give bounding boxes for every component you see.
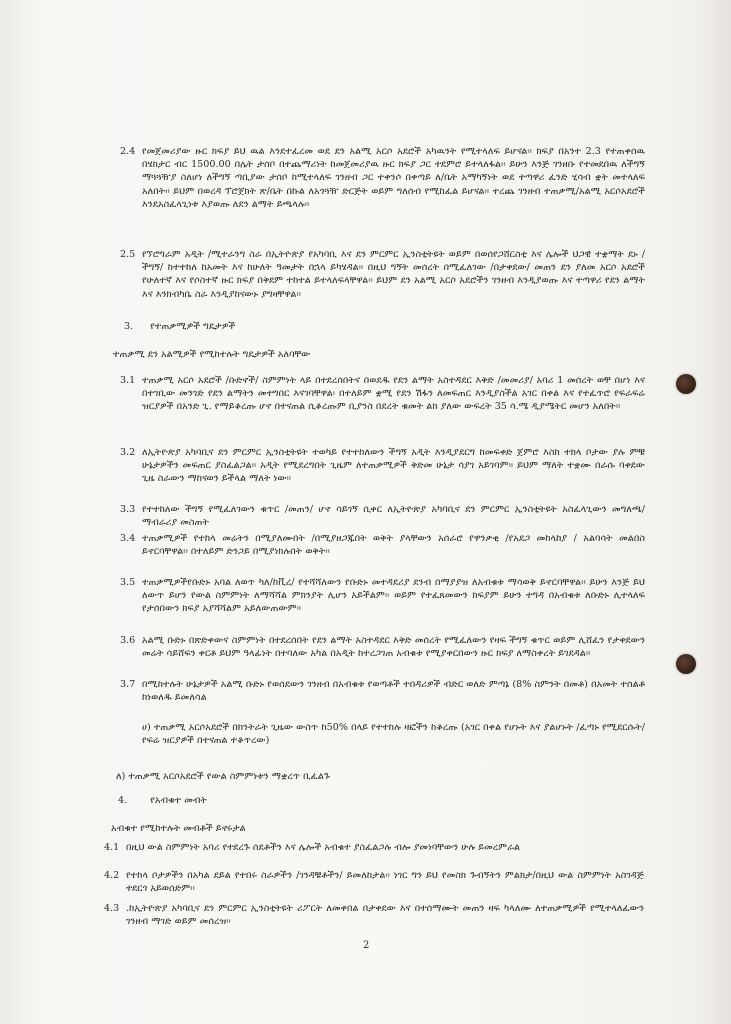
section-3-intro: ተጠቃሚ ደን አልሚዎች የሚከተሉት ግዴታዎች አለባቸው bbox=[113, 349, 311, 360]
clause-number: 2.5 bbox=[120, 249, 136, 260]
clause-text: አልሚ ቡድኑ በጽድቀውና ስምምነት በተደረሰበት የደን ልማት አስተዳደር እቅድ መሰረት የሚፈለውን የዛፍ ችግኝ ቁጥር ወይም ሊሸፈን የታቀደውን መሬት ሳይሸፍን ቀርቶ ይህም ዓላፊነት በተባለው አካል በአዲት ከተረጋገጠ አብቁቱ የሚያቀርበውን ዙር ክፍያ ለማስቀረት ይገደዳል፡፡ bbox=[142, 635, 645, 660]
clause-text: በዚህ ውል ስምምነት አባሪ የተደረጉ ሰደቶችን እና ሌሎች አብቁተ ያስፈልጋሉ ብሎ ያመነባቸውን ሁሉ ይመረምራል bbox=[126, 842, 521, 853]
clause-text: የኘሮግራም አዲት /ሚተራንግ ስራ በኢትዮጵያ የአካባቢ እና ደን ምርምር ኢንስቲትዩት ወይም በወሰየጋሸርስቲ እና ሌሎች ህጋዊ ተቋማት ደኑ /ችግኝ/ ከተተከለ ከአመት እና ከሁለት ዓመታት በኋላ ይካሄዳል፡፡ በዚህ ግኝት መሰረት በሚፈለገው /በታቀደው/ መጠን ደን ያለመ አርሶ አደሮች የሁለተኛ እና የሶስተኛ ዙር ክፍያ በቅደም ተከተል ይተላለፍላቸዋል፡፡ ይህም ደን አልሚ አርሶ አደሮችን ገንዘብ እንዲያወጡ እና ተጣዋሪ የደን ልማት እና እንክብካቤ ስራ እንዲያከናውኑ ያግዛቸዋል፡፡ bbox=[142, 249, 645, 300]
clause-number: 3.7 bbox=[120, 679, 136, 690]
sub-clause-text: ሀ) ተጠቃሚ አርሶአደሮች በክንትራት ጊዜው ውስጥ ከ50% በላይ የተተከሉ ዛፎችን ከቆረጡ (አገር በቀል የሆኑት እና ያልሆኑት /ፈጣኑ የሚደርሱት/ የፍሬ ዝርያዎች በተናጠል ተቆጥረው) bbox=[142, 722, 645, 747]
clause-number: 3.2 bbox=[120, 447, 136, 458]
clause-number: 3.1 bbox=[120, 375, 136, 386]
clause-number: 3.3 bbox=[120, 504, 136, 515]
section-title: የተጠቃሚዎች ግዴታዎች bbox=[150, 321, 236, 332]
clause-text: ተጠቃሚዎች የተከላ መሬትን በሚያለሙበት /በሚያዘጋጁበት ወቅት ያላቸውን አሰራሮ የዋንቃቂ /የአደጋ መከላከያ / አልባሳት መልበስ ይኖርባቸዋል፡፡ በተለይም ድንጋይ በሚያነክሉበት ወቅት፡፡ bbox=[142, 533, 645, 558]
section-number: 3. bbox=[124, 321, 134, 332]
clause-number: 3.6 bbox=[120, 635, 136, 646]
clause-text: የተከላ ቦታዎችን በአካል ደይል የተበሩ ስራዎችን /ገንዳቹቶችን/ ይመለከታል፡፡ ነገር ግን ይህ የመስክ ጉብኝትን ምልክታ/በዚህ ውል ስምምነት አስገዳጅ ተደርጎ አይወሰድም፡፡ bbox=[126, 870, 644, 895]
clause-number: 4.2 bbox=[104, 870, 120, 881]
section-3-heading bbox=[124, 320, 235, 333]
section-4-heading bbox=[118, 794, 207, 807]
clause-text: የመጀመሪያው ዙር ክፍያ ይህ ዉል እንደተፈረመ ወደ ደን አልሚ አርሶ አደሮች አካዉንት የሚተላለፍ ይሆናል፡፡ ክፍያ በአንተ 2.3 የተጠቀሰዉ በሄክታር ብር 1500.00 በሌት ታሰቦ በተጨማሪነት ከመጀመሪያዉ ዙር ክፍያ ጋር ተደምሮ ይተላለፋል፡፡ ይሁን እንጅ ገንዘቡ የተመደበዉ ለችግኝ ማጓጓዥያ ስለሆነ ለችግኝ ጣቢያው ታሰቦ ከሚተላለፍ ገንዘብ ጋር ተቀንሶ በቀጣይ ለ/ቤት አማካኝነት ወደ ተጣዋሪ ፈንድ ሂሳብ ቋት መተላለፍ አለበት፡፡ ይህም በወረዳ ፕሮጀክት ጽ/ቤት በኩል ለአጎጓዥ ድርጅት ወይም ግለሰብ የሚከፈል ይሆናል፡፡ ተረጨ ገንዘብ ተጠቃሚ/አልሚ አርሶአደሮች እንደአስፈላጊነቱ እያወጡ ለደን ልማት ይጫላሉ፡፡ bbox=[142, 146, 645, 210]
clause-number: 3.5 bbox=[120, 577, 136, 588]
clause-text: .ከኢትዮጵያ አካባቢና ደን ምርምር ኢንስቲትዩት ሪፖርት ለመቀበል በታቀደው እና በተሰማሙት መጠን ዛፍ ካላለሙ ለተጠቃሚዎች የሚተላለፈውን ገንዘብ ማገድ ወይም መሰረዝ፡፡ bbox=[126, 903, 644, 928]
clause-text: ተጠቃሚዎችየቡድኑ አባል ለወጥ ካለ/ከቪረ/ የተሻሻለውን የቡድኑ መተዳደሪያ ደንብ በማያያዝ ለአብቁቱ ማሳወቅ ይኖርባቸዋል፡፡ ይሁን እንጅ ይህ ለውጥ ይሆን የውል ስምምነት ለማሻሻል ምክንያት ሊሆን አይችልም፡፡ ወይም የተፈጸመውን ክፍያም ይሁን ተግዳ በአብቁቱ ለቡድኑ ሊተላለፍ የታሰበውን ክፍያ አያሻሻልም አይለውጠውም፡፡ bbox=[142, 577, 645, 615]
clause-number: 4.3 bbox=[104, 903, 120, 914]
clause-text: ተጠቃሚ አርሶ አደሮች /ቡድኖች/ ስምምነት ላይ በተደረሰበትና በወደዱ የደን ልማት አስተዳደር እቅድ /መመሪያ/ አባሪ 1 መሰረት ወቸ በሆነ እና በተገቢው መንገድ የደን ልማትን መተግበር እናገባቸዋል፡ በተለይም ቋሚ የደን ሽፋን ለመፍጠር እንዲያስችል አገር በቀል እና የተፈጥሮ የፍራፍሬ ዝርያዎች በአንድ ጊ. የማይቆረጡ ሆኖ በተናጠል ሲቆረጡም ቢያንስ በደረት ቁመት ልክ ያለው ውፍረት 35 ሳ.ሜ ዲያሜትር መሆን አለበት፡፡ bbox=[142, 375, 645, 413]
clause-text: ለኢትዮጵያ አካባቢና ደን ምርምር ኢንስቲትዩት ተወካይ የተተከለውን ችግኝ አዲት እንዲያደርግ ከመፍቀድ ጀምሮ እስከ ተክላ ቦታው ያሉ ምቹ ሁኔታዎችን መፍጠር ያስፈልጋል፡፡ አዲት የሚደረግበት ጊዜም ለተጠቃሚዎች ቅድመ ሁኔታ ሳያገ አይገባም፡፡ ይህም ማለት ተቋሙ በራሱ ባቀደው ጊዜ ስራውን ማከናወን ይችላል ማለት ነው፡፡ bbox=[142, 447, 645, 485]
clause-text: በሚከተሉት ሁኔታዎች አልሚ ቡድኑ የወሰደውን ገንዘብ በአብቁቱ የወጣቶች ተበዳሪዎች ብድር ወለድ ምጣኔ (8% ስምንት በመቶ) በአመት ተሰልቶ ከነወለዱ ይመለሳል bbox=[142, 679, 645, 704]
section-number: 4. bbox=[118, 795, 128, 806]
page-number: 2 bbox=[363, 940, 370, 951]
section-title: የአብቁተ መብት bbox=[150, 795, 207, 806]
section-4-intro: አብቁተ የሚከተሉት መብቶች ይኖሩታል bbox=[111, 823, 246, 834]
sub-clause-b: ለ) ተጠቃሚ አርሶአደሮች የውል ስምምነቱን ማቋረጥ ቢፈልጉ bbox=[116, 771, 330, 782]
clause-number: 3.4 bbox=[120, 533, 136, 544]
clause-number: 4.1 bbox=[104, 842, 120, 853]
clause-text: የተተከለው ችግኝ የሚፈለገውን ቁጥር /መጠን/ ሆኖ ሳይገኝ ሲቀር ለኢትዮጵያ አካባቢና ደን ምርምር ኢንስቲትዩት አስፈላጊውን መግለጫ/ማብራሪያ መስጠት bbox=[142, 504, 645, 529]
clause-number: 2.4 bbox=[120, 146, 136, 157]
